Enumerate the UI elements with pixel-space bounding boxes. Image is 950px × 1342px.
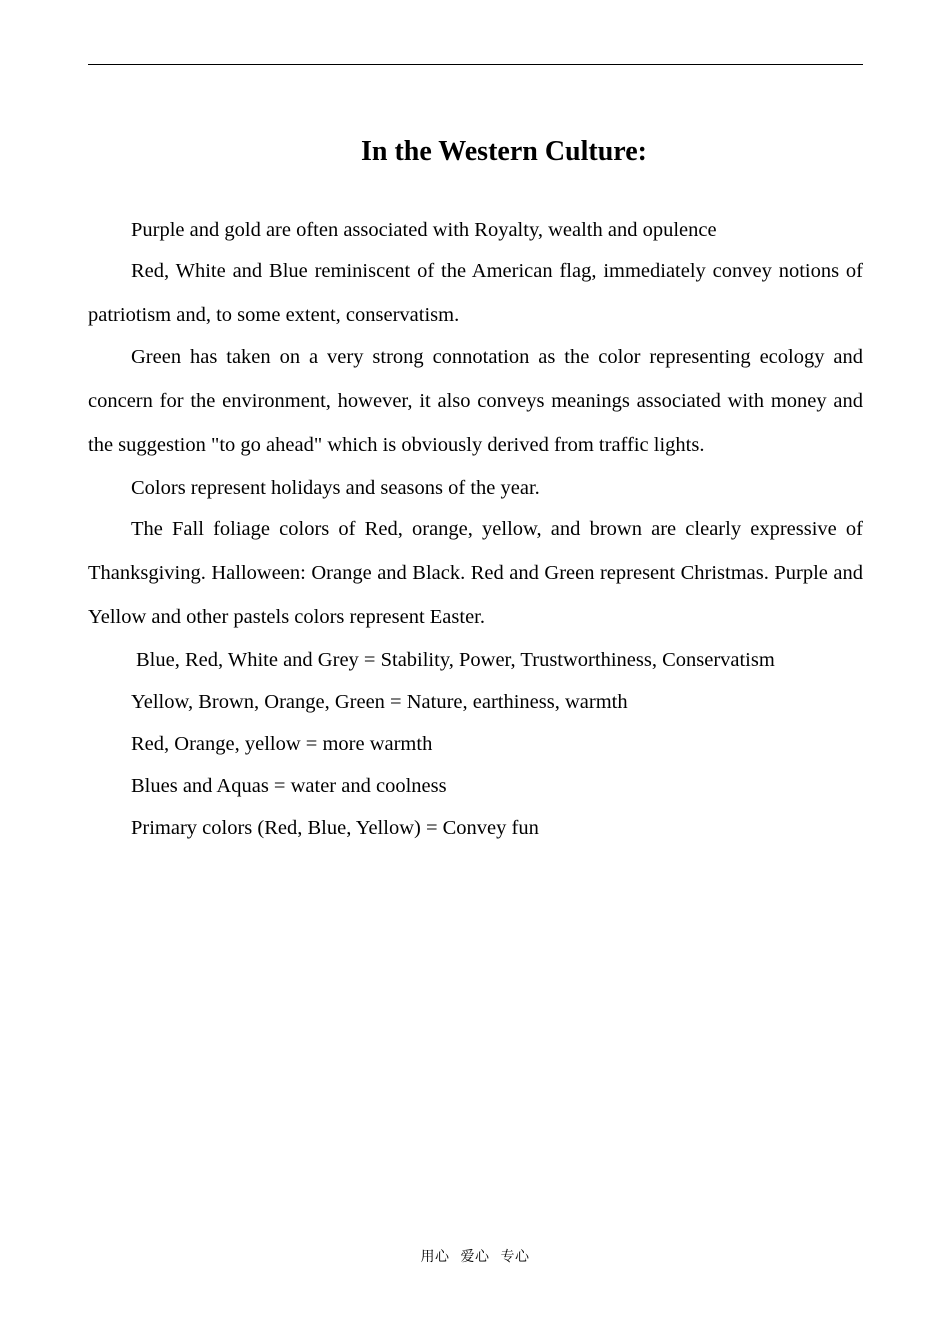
paragraph-coolness: Blues and Aquas = water and coolness <box>131 775 447 797</box>
paragraph-royalty: Purple and gold are often associated with Royalty, wealth and opulence <box>131 219 717 241</box>
page-footer: 用心 爱心 专心 <box>420 1249 530 1265</box>
paragraph-nature: Yellow, Brown, Orange, Green = Nature, earthiness, warmth <box>131 691 628 713</box>
document-body <box>88 209 863 849</box>
page-title: In the Western Culture: <box>361 136 647 167</box>
paragraph-fall-foliage: The Fall foliage colors of Red, orange, yellow, and brown are clearly expressive of Thanksgiving. Halloween: Orange and Black. Red and Green represent Christmas. Purple and Yellow and other pastels colors represent Easter. <box>88 518 863 628</box>
header-rule <box>88 64 863 65</box>
paragraph-warmth: Red, Orange, yellow = more warmth <box>131 733 433 755</box>
paragraph-patriotism: Red, White and Blue reminiscent of the American flag, immediately convey notions of patriotism and, to some extent, conservatism. <box>88 260 863 326</box>
paragraph-stability: Blue, Red, White and Grey = Stability, Power, Trustworthiness, Conservatism <box>136 649 775 671</box>
paragraph-green: Green has taken on a very strong connotation as the color representing ecology and concern for the environment, however, it also conveys meanings associated with money and the suggestion "to go ahead" which is obviously derived from traffic lights. <box>88 346 863 456</box>
paragraph-primary-colors: Primary colors (Red, Blue, Yellow) = Convey fun <box>131 817 539 839</box>
paragraph-holidays: Colors represent holidays and seasons of the year. <box>131 477 540 499</box>
